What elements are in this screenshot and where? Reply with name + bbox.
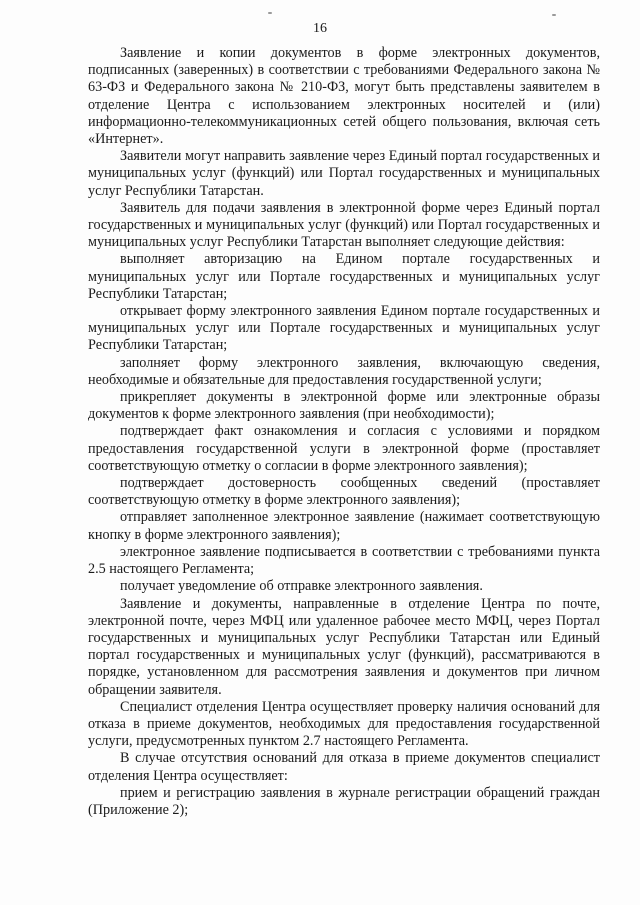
- document-body: [88, 45, 600, 819]
- list-item: прикрепляет документы в электронной форме или электронные образы документов к форме электронного заявления (при необходимости);: [88, 389, 600, 423]
- paragraph: Заявитель для подачи заявления в электронной форме через Единый портал государственных и муниципальных услуг (функций) или Портал государственных и муниципальных услуг Республики Татарстан выполняет следующие действия:: [88, 199, 600, 251]
- scan-speck: [552, 14, 556, 16]
- paragraph: Заявление и документы, направленные в отделение Центра по почте, электронной почте, через МФЦ или удаленное рабочее место МФЦ, через Портал государственных и муниципальных услуг Республики Татарстан или Единый портал государственных и муниципальных услуг (функций), рассматриваются в порядке, установленном для рассмотрения заявления и документов при личном обращении заявителя.: [88, 595, 600, 698]
- page-number: 16: [313, 21, 327, 36]
- list-item: подтверждает достоверность сообщенных сведений (проставляет соответствующую отметку в форме электронного заявления);: [88, 475, 600, 509]
- list-item: отправляет заполненное электронное заявление (нажимает соответствующую кнопку в форме электронного заявления);: [88, 509, 600, 543]
- paragraph: Заявление и копии документов в форме электронных документов, подписанных (заверенных) в соответствии с требованиями Федерального закона № 63-ФЗ и Федерального закона № 210-ФЗ, могут быть представлены заявителем в отделение Центра с использованием электронных носителей и (или) информационно-телекоммуникационных сетей общего пользования, включая сеть «Интернет».: [88, 45, 600, 148]
- list-item: получает уведомление об отправке электронного заявления.: [120, 578, 483, 595]
- list-item: прием и регистрацию заявления в журнале регистрации обращений граждан (Приложение 2);: [88, 784, 600, 818]
- list-item: заполняет форму электронного заявления, включающую сведения, необходимые и обязательные для предоставления государственной услуги;: [88, 354, 600, 388]
- paragraph: Заявители могут направить заявление через Единый портал государственных и муниципальных услуг (функций) или Портал государственных и муниципальных услуг Республики Татарстан.: [88, 148, 600, 199]
- paragraph: Специалист отделения Центра осуществляет проверку наличия оснований для отказа в приеме документов, необходимых для предоставления государственной услуги, предусмотренных пунктом 2.7 настоящего Регламента.: [88, 698, 600, 750]
- list-item: электронное заявление подписывается в соответствии с требованиями пункта 2.5 настоящего Регламента;: [88, 543, 600, 578]
- scan-speck: [268, 12, 272, 14]
- list-item: подтверждает факт ознакомления и согласия с условиями и порядком предоставления государственной услуги в электронной форме (проставляет соответствующую отметку о согласии в форме электронного заявления);: [88, 423, 600, 474]
- paragraph: В случае отсутствия оснований для отказа в приеме документов специалист отделения Центра осуществляет:: [88, 750, 600, 784]
- list-item: выполняет авторизацию на Едином портале государственных и муниципальных услуг или Портале государственных и муниципальных услуг Республики Татарстан;: [88, 251, 600, 302]
- list-item: открывает форму электронного заявления Едином портале государственных и муниципальных услуг или Портале государственных и муниципальных услуг Республики Татарстан;: [88, 303, 600, 354]
